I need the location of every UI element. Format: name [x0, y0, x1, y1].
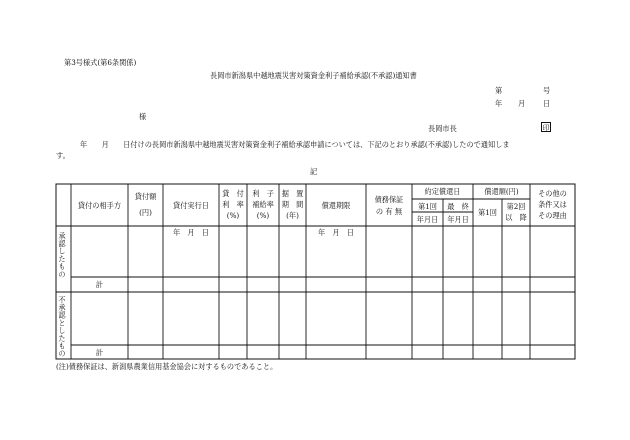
- header-repay-amount: 償還額(円): [484, 187, 519, 196]
- form-number: 第3号様式(第6条関係): [64, 58, 137, 67]
- footnote: (注)債務保証は、新潟県農業信用基金協会に対するものであること。: [56, 362, 278, 371]
- issuer: 長岡市長: [428, 124, 457, 133]
- header-other-2: 条件又は: [538, 200, 567, 209]
- addressee-suffix: 様: [139, 112, 147, 121]
- header-exec-date: 貸付実行日: [173, 201, 209, 210]
- header-sched-last: 最 終: [447, 202, 469, 211]
- header-sched-date: 約定償還日: [424, 187, 461, 196]
- header-grace-3: (年): [286, 211, 299, 220]
- header-sched-first: 第1回: [418, 202, 437, 211]
- due-date-placeholder: 年 月 日: [318, 228, 354, 237]
- header-subsidy-3: (%): [256, 211, 270, 220]
- header-grace-2: 期 間: [281, 200, 304, 209]
- document-title: 長岡市新潟県中越地震災害対策資金利子補給承認(不承認)通知書: [210, 71, 417, 80]
- header-subsidy-2: 補給率: [252, 200, 274, 209]
- header-other-3: その理由: [538, 211, 567, 220]
- header-sched-first-ymd: 年月日: [416, 215, 439, 224]
- header-amount-unit: (円): [139, 208, 152, 217]
- date-month: 月: [518, 99, 526, 108]
- body-text-line1: 年 月 日付けの長岡市新潟県中越地震災害対策資金利子補給承認申請については、下記のとおり承認(不承認)したので通知しま: [80, 140, 510, 149]
- number-suffix: 号: [543, 86, 551, 95]
- date-day: 日: [543, 99, 551, 108]
- header-rate-3: (%): [226, 211, 240, 220]
- header-amount: 貸付額: [134, 192, 157, 201]
- rejected-section-label: 不承認としたもの: [58, 296, 67, 358]
- ki-heading: 記: [310, 167, 318, 176]
- number-label: 第: [495, 86, 503, 95]
- header-other-1: その他の: [538, 189, 567, 198]
- header-rate-1: 貸 付: [222, 189, 244, 198]
- header-repay-first: 第1回: [478, 208, 497, 217]
- header-repay-second-1: 第2回: [506, 202, 526, 211]
- header-guarantee-2: の 有 無: [375, 207, 403, 216]
- rejected-total-label: 計: [95, 348, 104, 357]
- body-text-line2: す。: [56, 151, 70, 160]
- exec-date-placeholder: 年 月 日: [173, 228, 209, 237]
- approved-total-label: 計: [95, 280, 104, 289]
- header-sched-last-ymd: 年月日: [447, 215, 469, 224]
- header-guarantee-1: 債務保証: [374, 195, 404, 204]
- approved-section-label: 承認したもの: [58, 232, 67, 279]
- header-rate-2: 利 率: [222, 200, 244, 209]
- header-repay-second-2: 以 降: [505, 213, 527, 222]
- header-grace-1: 据 置: [281, 189, 304, 198]
- date-year: 年: [495, 99, 503, 108]
- header-subsidy-1: 利 子: [252, 189, 274, 198]
- seal-mark: 印: [542, 124, 550, 132]
- header-due: 償還期限: [321, 201, 351, 210]
- header-lender: 貸付の相手方: [77, 201, 122, 210]
